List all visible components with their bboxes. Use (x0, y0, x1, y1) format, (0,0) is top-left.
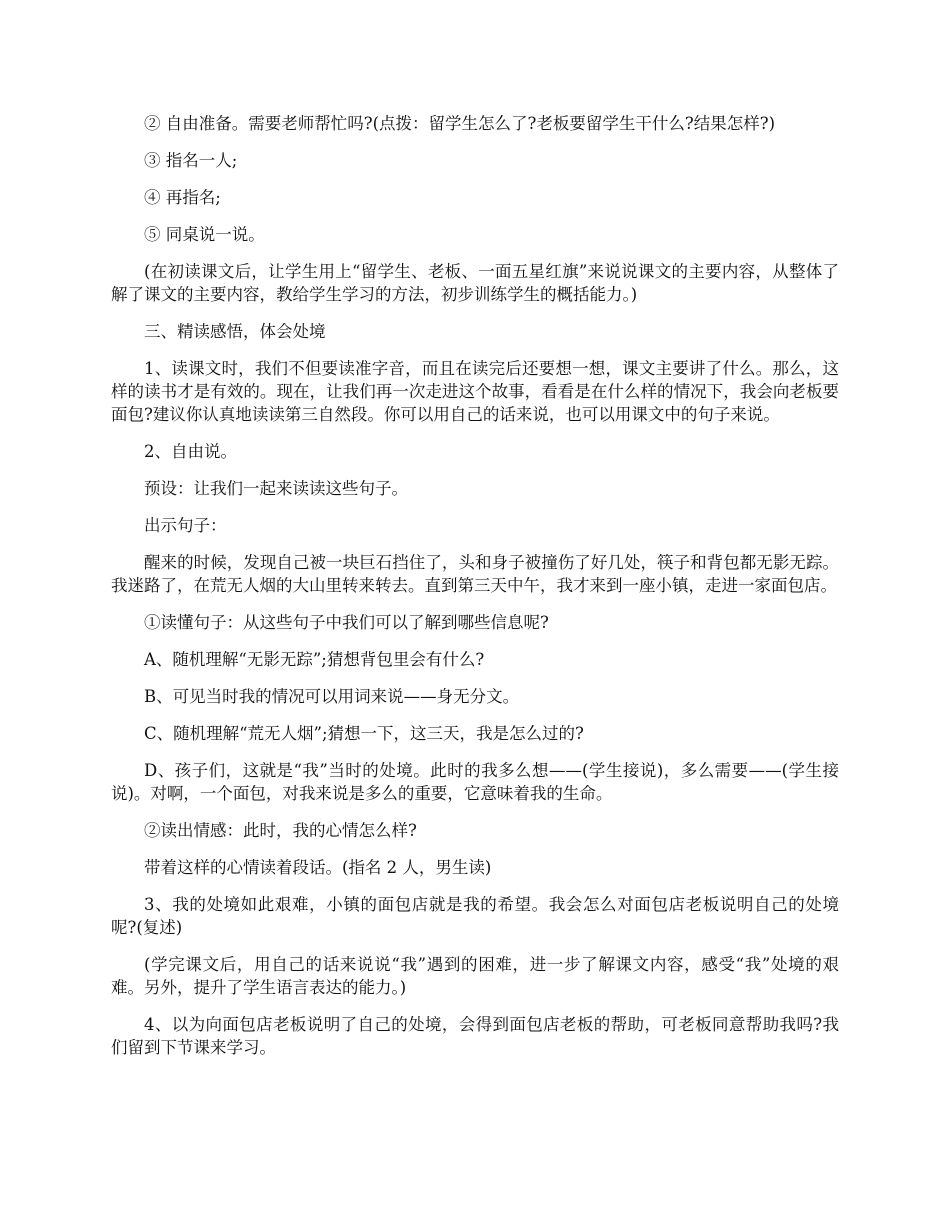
paragraph-note-2: (学完课文后，用自己的话来说说“我”遇到的困难，进一步了解课文内容，感受“我”处境的艰难。另外，提升了学生语言表达的能力。) (111, 955, 839, 997)
paragraph-item-3: 3、我的处境如此艰难，小镇的面包店就是我的希望。我会怎么对面包店老板说明自己的处境呢?(复述) (111, 895, 839, 937)
paragraph-step-3: ③ 指名一人; (144, 151, 238, 170)
paragraph-preset: 预设：让我们一起来读读这些句子。 (144, 479, 408, 498)
paragraph-item-1: 1、读课文时，我们不但要读准字音，而且在读完后还要想一想，课文主要讲了什么。那么，这样的读书才是有效的。现在，让我们再一次走进这个故事，看看是在什么样的情况下，我会向老板要面包?建议你认真地读读第三自然段。你可以用自己的话来说，也可以用课文中的句子来说。 (111, 359, 839, 424)
paragraph-point-a: A、随机理解“无影无踪”;猜想背包里会有什么? (144, 650, 485, 669)
paragraph-step-5: ⑤ 同桌说一说。 (144, 225, 265, 244)
paragraph-step-4: ④ 再指名; (144, 188, 221, 207)
section-heading: 三、精读感悟，体会处境 (144, 322, 326, 341)
paragraph-quoted-text: 醒来的时候，发现自己被一块巨石挡住了，头和身子被撞伤了好几处，筷子和背包都无影无踪。我迷路了，在荒无人烟的大山里转来转去。直到第三天中午，我才来到一座小镇，走进一家面包店。 (111, 553, 839, 595)
paragraph-item-4: 4、以为向面包店老板说明了自己的处境，会得到面包店老板的帮助，可老板同意帮助我吗?我们留到下节课来学习。 (111, 1015, 839, 1057)
paragraph-read-aloud: 带着这样的心情读着段话。(指名 2 人，男生读) (144, 858, 492, 877)
paragraph-understand: ①读懂句子：从这些句子中我们可以了解到哪些信息呢? (144, 613, 549, 632)
paragraph-point-d: D、孩子们，这就是“我”当时的处境。此时的我多么想——(学生接说)，多么需要——(学生接说)。对啊，一个面包，对我来说是多么的重要，它意味着我的生命。 (111, 761, 839, 803)
paragraph-point-b: B、可见当时我的情况可以用词来说——身无分文。 (144, 687, 520, 706)
paragraph-emotion: ②读出情感：此时，我的心情怎么样? (144, 821, 417, 840)
paragraph-item-2: 2、自由说。 (144, 442, 237, 461)
paragraph-note-1: (在初读课文后，让学生用上“留学生、老板、一面五星红旗”来说说课文的主要内容，从整体了解了课文的主要内容，教给学生学习的方法，初步训练学生的概括能力。) (111, 262, 839, 304)
document-body (111, 112, 839, 1073)
paragraph-guidance: ② 自由准备。需要老师帮忙吗?(点拨：留学生怎么了?老板要留学生干什么?结果怎样?) (144, 114, 776, 133)
paragraph-point-c: C、随机理解“荒无人烟”;猜想一下，这三天，我是怎么过的? (144, 724, 584, 743)
paragraph-show-sentence: 出示句子： (144, 516, 227, 535)
